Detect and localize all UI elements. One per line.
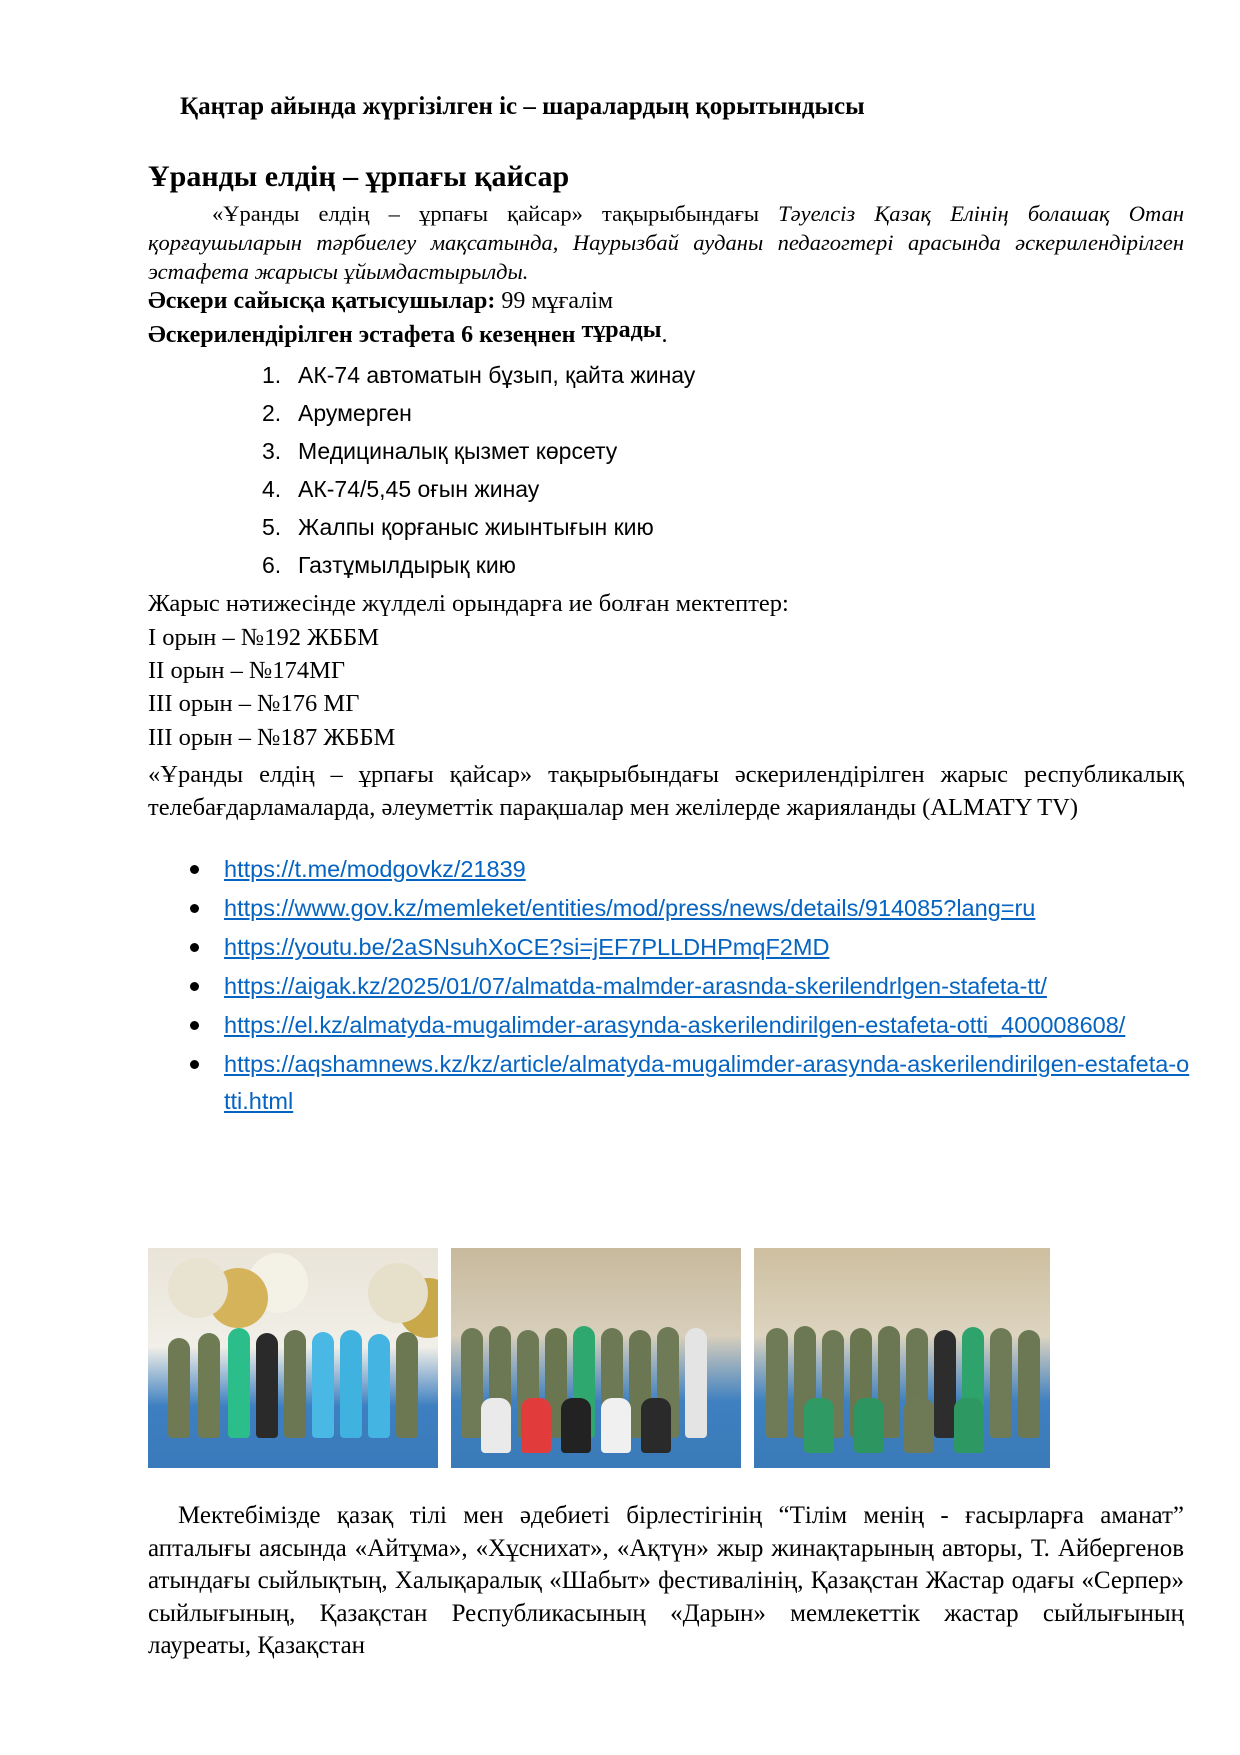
person-figure (228, 1328, 250, 1438)
page-title: Қаңтар айында жүргізілген іс – шаралардың қорытындысы (180, 93, 865, 120)
bullet-icon (190, 1021, 199, 1030)
person-figure (340, 1330, 362, 1438)
person-figure (461, 1328, 483, 1438)
person-figure (1018, 1330, 1040, 1438)
list-item-number: 2. (262, 400, 282, 426)
person-figure (168, 1338, 190, 1438)
person-figure (312, 1332, 334, 1438)
bullet-icon (190, 904, 199, 913)
list-item-number: 1. (262, 362, 282, 388)
person-figure (934, 1330, 956, 1438)
intro-italic: Тәуелсіз Қазақ Елінің болашақ Отан қорғаушыларын тәрбиелеу мақсатында, Наурызбай ауданы педагогтері арасында әскерилендірілген эстафета жарысы ұйымдастырылды. (148, 201, 1184, 284)
winner-line: III орын – №176 МГ (148, 690, 360, 717)
bullet-icon (190, 982, 199, 991)
person-figure (601, 1398, 631, 1453)
stages-heading-word: тұрады (581, 317, 662, 343)
participants-label: Әскери сайысқа қатысушылар: (148, 288, 496, 314)
list-item-number: 3. (262, 438, 282, 464)
person-figure (561, 1398, 591, 1453)
external-link[interactable]: https://www.gov.kz/memleket/entities/mod/press/news/details/914085?lang=ru (224, 895, 1036, 921)
stages-heading (148, 317, 668, 349)
event-photo-1 (148, 1248, 438, 1468)
person-figure (284, 1330, 306, 1438)
list-item (190, 968, 1190, 1005)
list-item-number: 4. (262, 476, 282, 502)
bullet-icon (190, 943, 199, 952)
bullet-icon (190, 1060, 199, 1069)
person-figure (990, 1328, 1012, 1438)
list-item-number: 5. (262, 514, 282, 540)
person-figure (641, 1398, 671, 1453)
person-figure (685, 1328, 707, 1438)
list-item-text: Газтұмылдырық кию (298, 552, 516, 578)
list-item (190, 929, 1190, 966)
person-figure (804, 1398, 834, 1453)
list-item-text: Арумерген (298, 400, 412, 426)
stages-heading-end: . (661, 322, 668, 348)
winner-line: II орын – №174МГ (148, 657, 346, 684)
person-figure (766, 1328, 788, 1438)
stages-heading-text: Әскерилендірілген эстафета 6 кезеңнен (148, 322, 582, 348)
stages-list (262, 356, 695, 584)
list-item (262, 470, 695, 508)
list-item-number: 6. (262, 552, 282, 578)
external-link[interactable]: https://aqshamnews.kz/kz/article/almatyda-mugalimder-arasynda-askerilendirilgen-estafeta-otti.html (224, 1051, 1190, 1114)
list-item (190, 890, 1190, 927)
person-figure (954, 1398, 984, 1453)
intro-paragraph (148, 199, 1184, 286)
event-photo-2 (451, 1248, 741, 1468)
links-list (190, 851, 1190, 1122)
bottom-paragraph: Мектебімізде қазақ тілі мен әдебиеті бірлестігінің “Тілім менің - ғасырларға аманат” апталығы аясында «Айтұма», «Хұснихат», «Ақтүн» жыр жинақтарының авторы, Т. Айбергенов атындағы сыйлықтың, Халықаралық «Шабыт» фестивалінің, Қазақстан Жастар одағы «Серпер» сыйлығының, Қазақстан Республикасының «Дарын» мемлекеттік жастар сыйлығының лауреаты, Қазақстан (148, 1502, 1184, 1659)
winner-line: III орын – №187 ЖББМ (148, 724, 396, 751)
external-link[interactable]: https://el.kz/almatyda-mugalimder-arasynda-askerilendirilgen-estafeta-otti_400008608/ (224, 1012, 1126, 1038)
list-item (190, 851, 1190, 888)
event-photo-3 (754, 1248, 1050, 1468)
bullet-icon (190, 865, 199, 874)
participants-line (148, 288, 613, 315)
list-item (190, 1046, 1190, 1120)
list-item (262, 356, 695, 394)
list-item (262, 508, 695, 546)
section-heading: Ұранды елдің – ұрпағы қайсар (148, 160, 570, 193)
external-link[interactable]: https://t.me/modgovkz/21839 (224, 856, 526, 882)
external-link[interactable]: https://youtu.be/2aSNsuhXoCE?si=jEF7PLLDHPmqF2MD (224, 934, 830, 960)
intro-lead: «Ұранды елдің – ұрпағы қайсар» тақырыбындағы (212, 201, 779, 226)
list-item (262, 546, 695, 584)
participants-value: 99 мұғалім (495, 288, 614, 314)
external-link[interactable]: https://aigak.kz/2025/01/07/almatda-malmder-arasnda-skerilendrlgen-stafeta-tt/ (224, 973, 1047, 999)
list-item (262, 394, 695, 432)
list-item (262, 432, 695, 470)
list-item-text: Жалпы қорғаныс жиынтығын кию (298, 514, 654, 540)
person-figure (396, 1332, 418, 1438)
winner-line: I орын – №192 ЖББМ (148, 624, 379, 651)
winners-intro: Жарыс нәтижесінде жүлделі орындарға ие болған мектептер: (148, 590, 789, 617)
person-figure (481, 1398, 511, 1453)
person-figure (256, 1333, 278, 1438)
list-item (190, 1007, 1190, 1044)
list-item-text: АК-74 автоматын бұзып, қайта жинау (298, 362, 696, 388)
person-figure (904, 1398, 934, 1453)
person-figure (521, 1398, 551, 1453)
media-paragraph: «Ұранды елдің – ұрпағы қайсар» тақырыбындағы әскерилендірілген жарыс республикалық телебағдарламаларда, әлеуметтік парақшалар мен желілерде жарияланды (ALMATY TV) (148, 761, 1184, 821)
balloons-decoration (168, 1258, 228, 1318)
list-item-text: АК-74/5,45 оғын жинау (298, 476, 540, 502)
list-item-text: Медициналық қызмет көрсету (298, 438, 618, 464)
person-figure (198, 1333, 220, 1438)
person-figure (368, 1334, 390, 1438)
person-figure (854, 1398, 884, 1453)
